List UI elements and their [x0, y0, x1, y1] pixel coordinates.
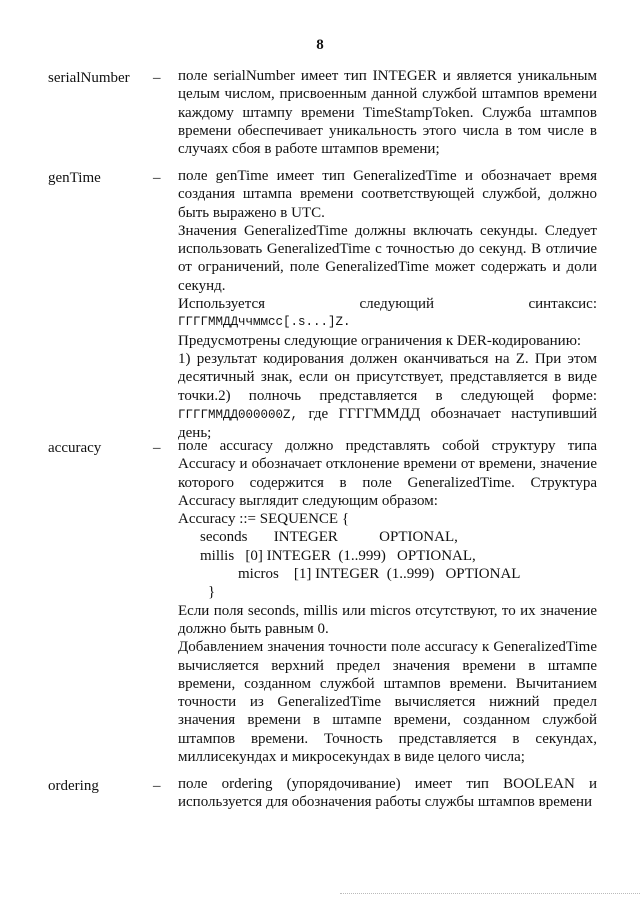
term-serialnumber: serialNumber: [48, 70, 130, 86]
term-accuracy: accuracy: [48, 440, 102, 456]
definition-serialnumber: [178, 67, 597, 158]
paragraph-text: где ГГГГММДД обозначает наступивший день;: [178, 405, 598, 442]
definition-ordering: [178, 775, 597, 812]
paragraph: поле serialNumber имеет тип INTEGER и является уникальным целым числом, присвоенным данной службой штампов времени каждому штампу времени TimeStampToken. Служба штампов времени обеспечивает уникальность этого числа в том числе в случаях сбоя в работе штампов времени;: [178, 68, 597, 158]
paragraph-text: 1) результат кодирования должен оканчиваться на Z. При этом десятичный знак, если он присутствует, представляется в виде точки.2) полночь представляется в следующей форме:: [178, 350, 597, 404]
dash: –: [153, 778, 161, 794]
dash: –: [153, 70, 161, 86]
page-number: 8: [316, 37, 324, 53]
paragraph: Если поля seconds, millis или micros отсутствуют, то их значение должно быть равным 0.: [178, 602, 597, 637]
definition-accuracy: [178, 437, 597, 766]
code-line: micros [1] INTEGER (1..999) OPTIONAL: [238, 566, 521, 583]
code-line: seconds INTEGER OPTIONAL,: [200, 529, 458, 546]
paragraph: поле ordering (упорядочивание) имеет тип BOOLEAN и используется для обозначения работы службы штампов времени: [178, 776, 597, 811]
dash: –: [153, 170, 161, 186]
code-line: millis [0] INTEGER (1..999) OPTIONAL,: [200, 547, 476, 564]
paragraph: Используется следующий синтаксис:: [178, 296, 597, 313]
footer-divider: [340, 893, 640, 894]
paragraph: Добавлением значения точности поле accuracy к GeneralizedTime вычисляется верхний предел значения времени в штампе времени, созданном службой штампов времени. Вычитанием точности из GeneralizedTime вычисляется нижний предел значения времени в штампе времени, созданном службой штампов времени. Точность представляется в секундах, миллисекундах и микросекундах в виде целого числа;: [178, 639, 597, 766]
paragraph: поле accuracy должно представлять собой структуру типа Accuracy и обозначает отклонение времени от времени, значение которого содержится в поле GeneralizedTime. Структура Accuracy выглядит следующим образом:: [178, 438, 597, 509]
definition-gentime: [178, 167, 597, 442]
code-line: }: [208, 584, 216, 601]
syntax-code: ГГГГММДДччммсс[.s...]Z.: [178, 315, 351, 330]
paragraph: поле genTime имеет тип GeneralizedTime и обозначает время создания штампа времени соответствующей службой, должно быть выражено в UTC.: [178, 168, 597, 221]
midnight-code: ГГГГММДД000000Z,: [178, 407, 299, 422]
dash: –: [153, 440, 161, 456]
paragraph: [178, 350, 597, 442]
term-gentime: genTime: [48, 170, 101, 186]
paragraph: Значения GeneralizedTime должны включать секунды. Следует использовать GeneralizedTime с точностью до секунд. В отличие от ограничений, поле GeneralizedTime может содержать и доли секунд.: [178, 222, 597, 294]
code-line: Accuracy ::= SEQUENCE {: [178, 511, 350, 528]
term-ordering: ordering: [48, 778, 99, 794]
paragraph: Предусмотрены следующие ограничения к DER-кодированию:: [178, 332, 582, 349]
